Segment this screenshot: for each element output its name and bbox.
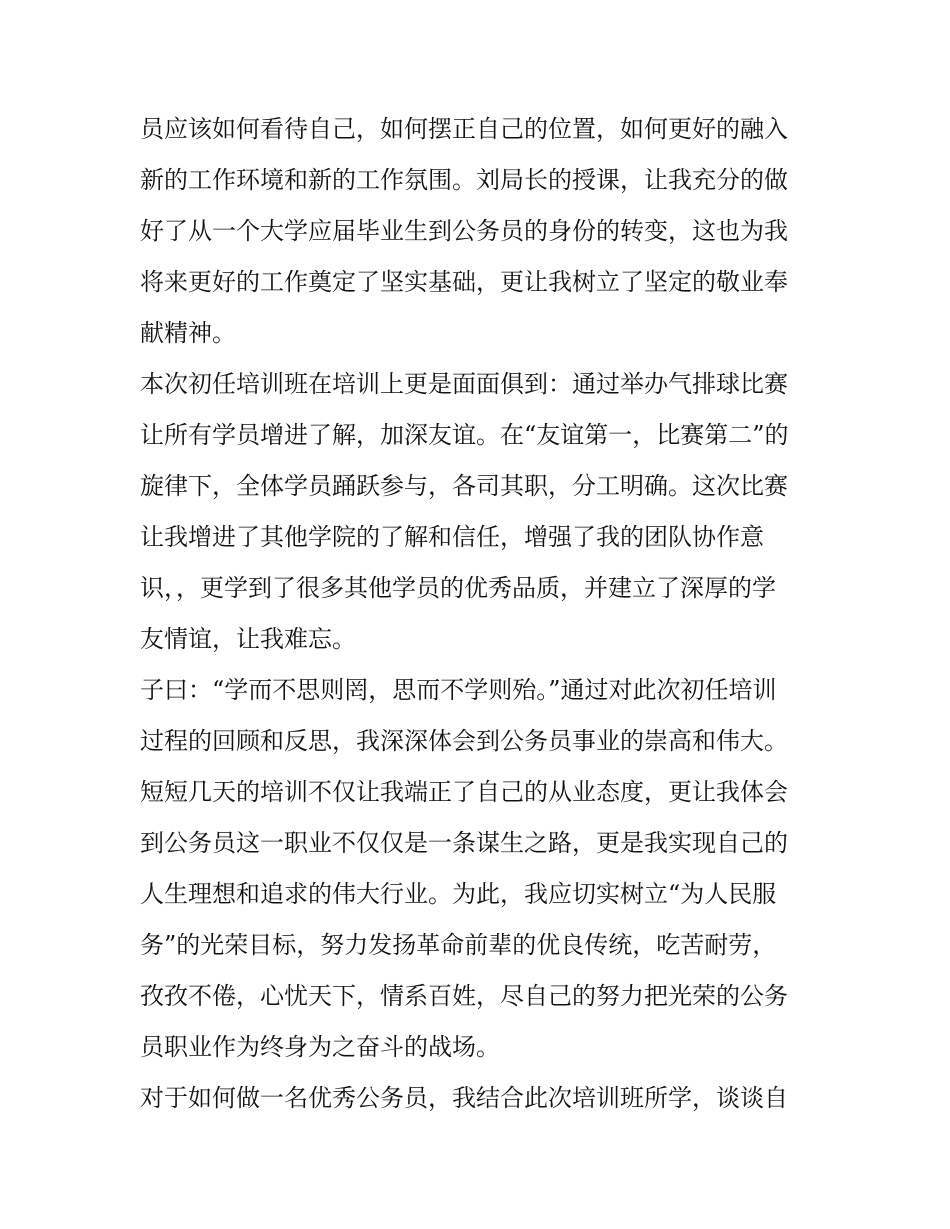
text-line: 让我增进了其他学院的了解和信任，增强了我的团队协作意 [140, 523, 764, 551]
text-line: 到公务员这一职业不仅仅是一条谋生之路，更是我实现自己的 [140, 829, 788, 857]
text-line: 过程的回顾和反思，我深深体会到公务员事业的崇高和伟大。 [140, 727, 788, 755]
text-line: 将来更好的工作奠定了坚实基础，更让我树立了坚定的敬业奉 [140, 268, 788, 296]
text-line: 短短几天的培训不仅让我端正了自己的从业态度，更让我体会 [140, 778, 788, 806]
text-line: 员应该如何看待自己，如何摆正自己的位置，如何更好的融入 [140, 115, 788, 143]
text-line: 旋律下，全体学员踊跃参与，各司其职，分工明确。这次比赛 [140, 472, 788, 500]
text-line: 让所有学员增进了解，加深友谊。在“友谊第一，比赛第二”的 [140, 421, 789, 449]
text-line: 人生理想和追求的伟大行业。为此，我应切实树立“为人民服 [140, 880, 777, 908]
text-line: 好了从一个大学应届毕业生到公务员的身份的转变，这也为我 [140, 217, 788, 245]
text-line: 本次初任培训班在培训上更是面面俱到：通过举办气排球比赛 [140, 370, 788, 398]
text-line: 新的工作环境和新的工作氛围。刘局长的授课，让我充分的做 [140, 166, 788, 194]
paragraph [140, 1073, 816, 1124]
text-line: 务”的光荣目标，努力发扬革命前辈的优良传统，吃苦耐劳， [140, 931, 777, 959]
text-line: 识，，更学到了很多其他学员的优秀品质，并建立了深厚的学 [140, 574, 776, 602]
text-line: 友情谊，让我难忘。 [140, 625, 356, 653]
text-line: 献精神。 [140, 319, 236, 347]
paragraph [140, 104, 816, 359]
text-line: 子曰：“学而不思则罔，思而不学则殆。”通过对此次初任培训 [140, 676, 777, 704]
document-body [140, 104, 816, 1124]
paragraph [140, 359, 816, 665]
paragraph [140, 665, 816, 1073]
text-line: 对于如何做一名优秀公务员，我结合此次培训班所学，谈谈自 [140, 1084, 788, 1112]
text-line: 员职业作为终身为之奋斗的战场。 [140, 1033, 500, 1061]
text-line: 孜孜不倦，心忧天下，情系百姓，尽自己的努力把光荣的公务 [140, 982, 788, 1010]
